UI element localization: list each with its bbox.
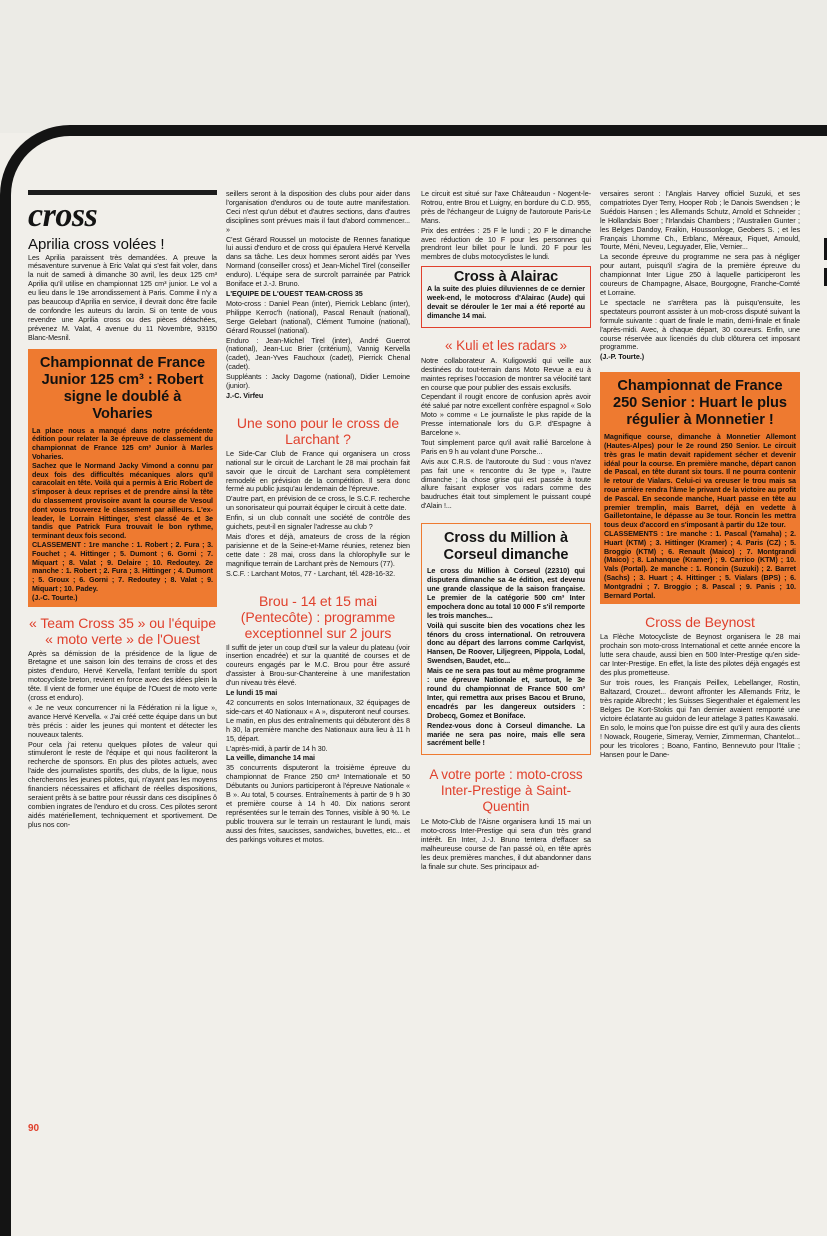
- byline: J.-C. Virfeu: [226, 390, 264, 400]
- subhead: Le lundi 15 mai: [226, 688, 278, 698]
- article-paragraph: « Je ne veux concurrencer ni la Fédération ni la ligue », avance Hervé Kervella. « J'ai créé cette équipe dans un but très précis : aider les jeunes qui montent et détecter les nouveaux talents.: [28, 702, 217, 739]
- article-paragraph: Mais d'ores et déjà, amateurs de cross de la région parisienne et de la Seine-et-Marne réunies, retenez bien cette date : 28 mai, cross dans la chlorophylle sur le magnifique terrain de Larchant près de Nemours (77).: [226, 532, 410, 568]
- headline-sono: Une sono pour le cross de Larchant ?: [236, 414, 400, 447]
- column-4: [600, 190, 800, 761]
- top-background: [0, 0, 827, 133]
- article-paragraph: Sachez que le Normand Jacky Vimond a connu par deux fois des difficultés mécaniques alors qu'il caracolait en tête. Voilà qui a permis à Eric Robert de s'imposer à deux reprises et de prendre ainsi la tête du classement provisoire avant la course de Vesoul dont vous trouverez le classement par ailleurs. L'ex-leader, le Lorrain Hittinger, s'est classé 4e et 3e tandis que Patrick Fura trouvait le bon rythme, terminant deux fois second.: [32, 460, 213, 541]
- article-paragraph: Enfin, si un club connaît une société de contrôle des guichets, peut-il en signaler l'adresse au club ?: [226, 513, 410, 532]
- headline-beynost: Cross de Beynost: [645, 614, 755, 631]
- article-paragraph: Les Aprilia paraissent très demandées. A preuve la mésaventure survenue à Eric Valat qui s'est fait voler, dans la nuit de samedi à dimanche 30 avril, les deux 125 cm³ Aprilia qu'il utilise en championnat 125 cm³ junior. Le vol a eu lieu dans le 19e arrondissement à Paris. Comme il n'y a pas beaucoup d'Aprilia en service, il devrait donc être facile de confondre les auteurs du larcin. Si on tente de vous revendre une Aprilia cross ou des pièces détachées, prévenez M. Valat, 4 avenue du 11 Novembre, 93150 Blanc-Mesnil.: [28, 252, 217, 342]
- article-paragraph: Notre collaborateur A. Kuligowski qui veille aux destinées du tout-terrain dans Moto Revue a eu à maintes reprises l'occasion de montrer sa vélocité tant en course que pour publier des essais exclusifs.: [421, 355, 592, 392]
- roster-suppleants: Suppléants : Jacky Dagorne (national), Didier Lemoine (junior).: [226, 372, 410, 391]
- page-number: 90: [28, 1123, 40, 1134]
- article-paragraph: seillers seront à la disposition des clubs pour aider dans l'organisation d'enduros ou de toute autre manifestation. Ceci n'est qu'un début et d'autres sections, dans d'autres disciplines sont prévues mais il faut d'abord commencer... »: [226, 189, 410, 234]
- article-paragraph: Avis aux C.R.S. de l'autoroute du Sud : vous n'avez pas fait une « rencontre du 3e type », l'autre dimanche ; la chose grise qui est passée à toute allure faisant exploser vos radars comme des baudruches était tout simplement le puissant coupé d'Alain !...: [421, 456, 591, 511]
- headline-saint-quentin: A votre porte : moto-cross Inter-Prestige à Saint-Quentin: [429, 767, 583, 815]
- headline-junior: Championnat de France Junior 125 cm³ : Robert signe le doublé à Voharies: [39, 354, 206, 422]
- article-paragraph: Cependant il rougit encore de confusion après avoir été salué par notre excellent confrère espagnol « Solo Moto » comme « Le journaliste le plus rapide de la Presse internationale lors du G.P. d'Espagne à Barcelone ».: [421, 392, 591, 438]
- article-paragraph: Il suffit de jeter un coup d'œil sur la valeur du plateau (voir insertion encadrée) et sur la quantité de courses et de coureurs engagés par le M.C. Brou pour être assuré d'assister à Brou-sur-Chantereine à une manifestation d'un niveau très élevé.: [226, 642, 410, 688]
- headline-brou: Brou - 14 et 15 mai (Pentecôte) : programme exceptionnel sur 2 jours: [240, 592, 396, 641]
- article-paragraph: Rendez-vous donc à Corseul dimanche. La mariée ne sera pas noire, mais elle sera sacrément belle !: [427, 720, 585, 748]
- article-paragraph: Le Side-Car Club de France qui organisera un cross national sur le circuit de Larchant le 28 mai prochain fait savoir que le circuit de Larchant sera complètement remodelé en prévision de la compétition. Il sera donc fermé au public jusqu'au lendemain de l'épreuve.: [226, 448, 410, 494]
- boxed-article-million: [421, 523, 591, 755]
- column-2: [226, 190, 410, 845]
- article-paragraph: La Flèche Motocycliste de Beynost organisera le 28 mai prochain son moto-cross International et cette année encore la lutte sera chaude, aussi bien en 500 Inter-Prestige qu'en side-car Inter-Prestige. En effet, la liste des pilotes déjà engagés est des plus prometteuse.: [600, 632, 800, 677]
- roster-enduro: Enduro : Jean-Michel Tirel (inter), André Guerrot (national), Jean-Luc Brier (critérium), Vannig Kervella (cadet), Jean-Yves Fauchoux (cadet), Pierrick Chenal (cadet).: [226, 335, 410, 372]
- article-paragraph: Tout simplement parce qu'il avait rallié Barcelone à Paris en 9 h au volant d'une Porsche...: [421, 437, 591, 456]
- article-paragraph: L'après-midi, à partir de 14 h 30.: [226, 743, 328, 753]
- article-paragraph: Le cross du Million à Corseul (22310) qui disputera dimanche sa 4e édition, est devenu une grande classique de la saison française. Le premier de la catégorie 500 cm³ Inter empochera donc au total 10 000 F s'il remporte les trois manches...: [427, 566, 585, 620]
- column-3: [421, 190, 591, 873]
- article-paragraph: D'autre part, en prévision de ce cross, le S.C.F. recherche un sonorisateur qui pourrait équiper le circuit à cette date.: [226, 494, 410, 513]
- section-rubric: cross: [28, 197, 98, 234]
- article-paragraph: 35 concurrents disputeront la troisième épreuve du championnat de France 250 cm³ Internationale et 50 Débutants ou Juniors participeront à l'épreuve Nationale « B ». Au total, 5 courses. Entraînements à partir de 9 h 30 et première course à 14 h 40. Dix nations seront représentées sur le terrain des Tonnes, visible à 90 %. Le public trouvera sur le terrain un restaurant le lundi, mais aussi des frites, saucisses, sandwiches, buvettes, etc... et des parkings voitures et motos.: [226, 763, 410, 844]
- article-paragraph: Voilà qui suscite bien des vocations chez les ténors du cross international. On retrouvera donc au départ des larrons comme Carlqvist, Hansen, De Roover, Liljegreen, Pippola, Lodal, Swendsen, Baudet, etc...: [427, 620, 585, 666]
- classement: CLASSEMENTS : 1re manche : 1. Pascal (Yamaha) ; 2. Huart (KTM) ; 3. Hittinger (Kramer) ; 4. Paris (CZ) ; 5. Broggio (KTM) ; 6. Renault (Maico) ; 7. Montgrandi (Maico) ; 8. Lahanque (Kramer) ; 9. Carrico (KTM) ; 10. Vals (Portal). 2e manche : 1. Roncin (Suzuki) ; 2. Barret (Sachs) ; 3. Huart ; 4. Hittinger ; 5. Vialars (BPS) ; 6. Montgradni ; 7. Broggio ; 8. Pascal ; 9. Panis ; 10. Bernard Portal.: [604, 528, 796, 600]
- byline: (J.-P. Tourte.): [600, 352, 645, 362]
- article-paragraph: Pour cela j'ai retenu quelques pilotes de valeur qui stimuleront le reste de l'équipe et qui nous faciliteront la recherche de sponsors. En plus des pilotes actuels, avec l'aide des journalistes sportifs, des clubs, de la ligue, nous chercherons les jeunes pilotes, qui, n'ayant pas les moyens financiers nécessaires et affichant de réelles dispositions, seraient prêts à se battre pour réussir dans ces disciplines ô combien ingrates de l'enduro et du cross. Ces pilotes seront aidés matériellement, techniquement et sportivement. De plus nos con-: [28, 739, 217, 829]
- column-1: [28, 190, 217, 831]
- article-paragraph: En solo, le moins que l'on puisse dire est qu'il y aura des clients ! Nowack, Rougerie, Simeray, Vernier, Zimmerman, Chantelot... pour les tricolores ; Boano, Fantino, Bennevuto pour l'Italie ; Hansen pour le Dane-: [600, 723, 800, 760]
- roster-moto-cross: Moto-cross : Daniel Pean (inter), Pierrick Leblanc (inter), Philippe Kerroc'h (national), Pascal Renault (national), Serge Gelebart (national), Clément Tumoine (national), Gérard Roussel (national).: [226, 298, 410, 335]
- rubric-bar: [28, 190, 217, 195]
- article-paragraph: Magnifique course, dimanche à Monnetier Allemont (Hautes-Alpes) pour le 2e round 250 Senior. Le circuit très gras le matin devait rapidement sécher et devenir idéal pour la course. En première manche, départ canon de Pascal, en tête durant six tours. Il ne pourra contenir le retour de Vialars. Celui-ci va creuser le trou mais sa roue arrière rendra l'âme le privant de la victoire au profit de Pascal. En seconde manche, Huart passe en tête au premier tremplin, mais Barret, déjà en vedette à Gailletontaine, le dépasse au 3e tour. Roncin les mettra tous deux d'accord en s'imposant à partir du 12e tour.: [604, 432, 796, 530]
- subhead: La veille, dimanche 14 mai: [226, 753, 315, 763]
- article-intro: La place nous a manqué dans notre précédente édition pour relater la 3e épreuve de classement du championnat de France 125 cm³ Junior à Marles Voharies.: [32, 425, 213, 461]
- article-paragraph: S.C.F. : Larchant Motos, 77 - Larchant, tél. 428-16-32.: [226, 568, 396, 578]
- article-paragraph: Sur trois roues, les Français Peillex, Lebellanger, Rostin, Baltazard, Crouzet... devront affronter les Allemands Fritz, le très rapide Albrecht ; les Suisses Siegenthaler et également les Belges De Kort-Stokis qui l'an dernier avaient remporté une victoire éclatante au guidon de leur attelage 3 pattes Kawasaki.: [600, 677, 800, 723]
- article-paragraph: versaires seront : l'Anglais Harvey officiel Suzuki, et ses compatriotes Dyer Terry, Hooper Rob ; le Danois Swendsen ; le Suédois Hansen ; les Allemands Schutz, Arnold et Schneider ; le Hollandais Boer ; l'Irlandais Chambers ; l'Australien Gunter ; les Belges Dandoy, Fraikin, Houssonloge, Geobers S. ; et les Français Lhomme Ch., Erblanc, Méreaux, Fiquet, Arnould, Tourte, Méni, Neveu, Leguyader, Elie, Vernier...: [600, 189, 800, 252]
- headline-kuli: « Kuli et les radars »: [445, 337, 567, 353]
- boxed-article-alairac: [421, 266, 591, 328]
- article-paragraph: Mais ce ne sera pas tout au même programme : une épreuve Nationale et, surtout, le 3e round du championnat de France 500 cm³ Inter, qui remettra aux prises Bacou et Bruno, encadrés par les dangereux outsiders : Drobecq, Gomez et Boniface.: [427, 666, 585, 720]
- boxed-article-junior: [28, 349, 217, 607]
- article-paragraph: Le circuit est situé sur l'axe Châteaudun - Nogent-le-Rotrou, entre Brou et Luigny, en bordure du C.D. 955, près de l'échangeur de Luigny de l'autoroute Paris-Le Mans.: [421, 189, 591, 225]
- classement: CLASSEMENT : 1re manche : 1. Robert ; 2. Fura ; 3. Fouchet ; 4. Hittinger ; 5. Dumont ; 6. Gorni ; 7. Miquart ; 8. Valat ; 9. Delaire ; 10. Redoutey. 2e manche : 1. Robert ; 2. Fura ; 3. Hittinger ; 4. Dumont ; 5. Groux ; 6. Gorni ; 7. Redoutey ; 8. Valat ; 9. Miquart ; 10. Padey.: [32, 539, 213, 593]
- headline-250: Championnat de France 250 Senior : Huart le plus régulier à Monnetier !: [613, 378, 787, 429]
- headline-million: Cross du Million à Corseul dimanche: [443, 530, 569, 564]
- headline-aprilia: Aprilia cross volées !: [28, 236, 165, 253]
- article-paragraph: Prix des entrées : 25 F le lundi ; 20 F le dimanche avec réduction de 10 F pour les personnes qui prendront leur billet pour le lundi. 20 F pour les membres de clubs motocyclistes le lundi.: [421, 225, 591, 262]
- article-paragraph: La seconde épreuve du programme ne sera pas à négliger pour autant, puisqu'il s'agira de la première épreuve du championnat Inter Ligue 250 à laquelle participeront les coureurs de Champagne, Alsace, Bourgogne, Franche-Comté et Lorraine.: [600, 252, 800, 297]
- team-label: L'EQUIPE DE L'OUEST TEAM-CROSS 35: [226, 288, 363, 298]
- article-paragraph: Le Moto-Club de l'Aisne organisera lundi 15 mai un moto-cross Inter-Prestige qui sera d'un très grand intérêt. En Inter, J.-J. Bruno tentera d'effacer sa malheureuse course de l'an passé où, en tête après les deux premières manches, il dut abandonner dans la finale sur chute. Ses principaux ad-: [421, 817, 591, 871]
- headline-team-cross: « Team Cross 35 » ou l'équipe « moto verte » de l'Ouest: [29, 614, 216, 647]
- headline-alairac: Cross à Alairac: [453, 269, 559, 286]
- article-paragraph: A la suite des pluies diluviennes de ce dernier week-end, le motocross d'Alairac (Aude) qui devait se dérouler le 1er mai a été reporté au dimanche 14 mai.: [427, 284, 585, 320]
- article-paragraph: C'est Gérard Roussel un motociste de Rennes fanatique lui aussi d'enduro et de cross qui épaulera Hervé Kervella dans sa tâche. Les deux hommes seront aidés par Yves Normand (conseiller cross) et Jean-Michel Tirel (conseiller enduro). L'équipe sera de surcroît parrainée par Patrick Boniface et J.-J. Bruno.: [226, 234, 410, 289]
- article-paragraph: 42 concurrents en solos Internationaux, 32 équipages de side-cars et 40 Nationaux « A », disputeront neuf courses. Le matin, en plus des entraînements qui débuteront dès 8 h 30, la première manche des Nationaux aura lieu à 11 h 15, départ.: [226, 697, 410, 743]
- byline: (J.-C. Tourte.): [32, 592, 78, 602]
- article-paragraph: Le spectacle ne s'arrêtera pas là puisqu'ensuite, les spectateurs pourront assister à un mob-cross disputé suivant la formule suivante : quart de finale le matin, demi-finale et finale l'après-midi. Avec, à chaque départ, 30 coureurs. Enfin, une course réservée aux licenciés du club clôturera cet imposant programme.: [600, 297, 800, 352]
- article-paragraph: Après sa démission de la présidence de la ligue de Bretagne et une saison loin des terrains de cross et des pistes d'enduro, Hervé Kervella, l'enfant terrible du sport motocycliste breton, revient en force avec des idées plein la tête. Il vient de former une équipe de l'Ouest de moto verte (cross et enduro).: [28, 648, 217, 703]
- boxed-article-250: [600, 372, 800, 604]
